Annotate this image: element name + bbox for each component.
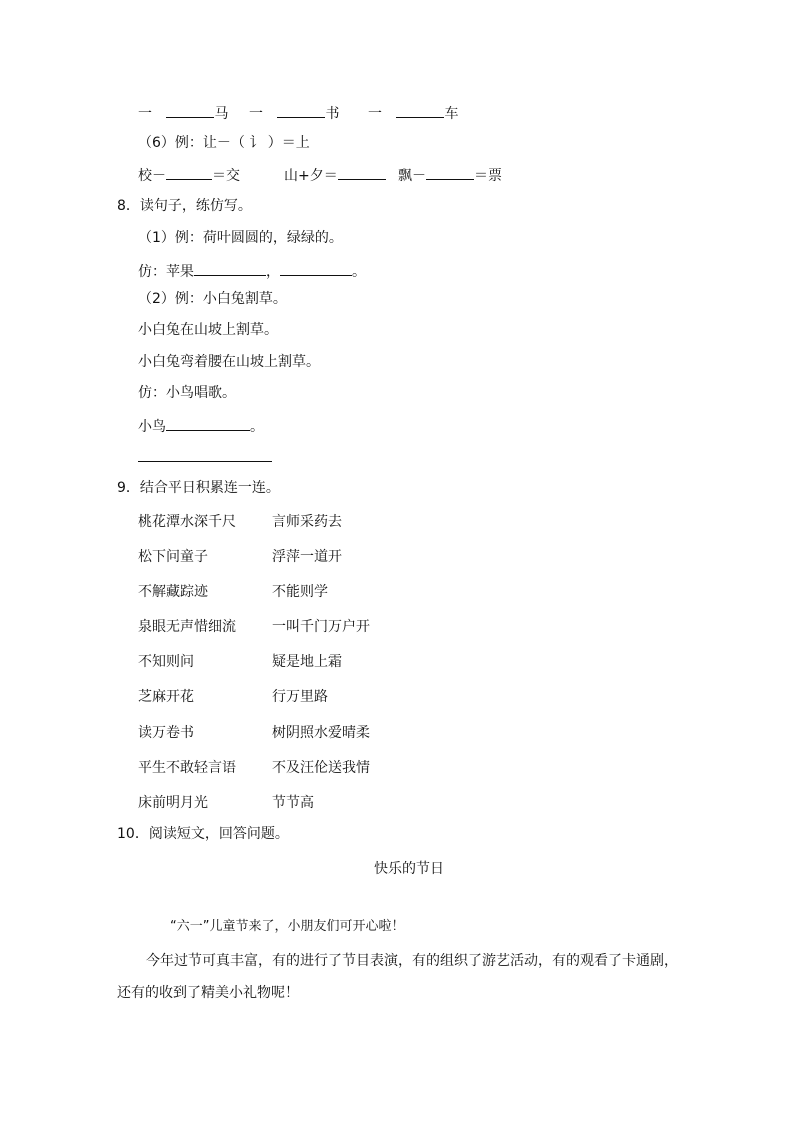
- match-left-item[interactable]: 读万卷书: [138, 725, 194, 741]
- fill-row-1: [138, 103, 228, 123]
- fill-suffix: 车: [444, 106, 459, 122]
- match-left-item[interactable]: 芝麻开花: [138, 689, 194, 705]
- fill-row-2: [249, 103, 339, 123]
- fill-prefix: 校－: [138, 168, 166, 184]
- q8-heading: 8．读句子，练仿写。: [117, 198, 252, 214]
- answer-blank[interactable]: [277, 103, 325, 118]
- period: 。: [250, 419, 264, 435]
- q8-example-2: （2）例：小白兔割草。: [138, 291, 287, 307]
- match-right-item[interactable]: 节节高: [272, 795, 314, 811]
- match-left-item[interactable]: 床前明月光: [138, 795, 208, 811]
- answer-blank[interactable]: [194, 261, 266, 276]
- answer-blank[interactable]: [396, 103, 444, 118]
- answer-blank[interactable]: [166, 103, 214, 118]
- fill-prefix: 一: [249, 106, 263, 122]
- answer-line[interactable]: [138, 461, 272, 462]
- fill-suffix: 马: [214, 106, 229, 122]
- fill-row-3: [368, 103, 458, 123]
- match-left-item[interactable]: 松下问童子: [138, 549, 208, 565]
- q6-item-3: [398, 165, 502, 185]
- match-left-item[interactable]: 不知则问: [138, 654, 194, 670]
- match-left-item[interactable]: 不解藏踪迹: [138, 584, 208, 600]
- fill-suffix: ＝交: [212, 168, 240, 184]
- q6-item-1: [138, 165, 240, 185]
- fill-suffix: ＝票: [474, 168, 502, 184]
- answer-blank[interactable]: [166, 165, 212, 180]
- q8-example-2-line-3: 小白兔弯着腰在山坡上割草。: [138, 354, 320, 370]
- answer-blank[interactable]: [166, 416, 250, 431]
- imitate-prefix: 小鸟: [138, 419, 166, 435]
- match-left-item[interactable]: 泉眼无声惜细流: [138, 619, 236, 635]
- q10-heading: 10．阅读短文，回答问题。: [117, 826, 289, 842]
- answer-blank[interactable]: [338, 165, 386, 180]
- match-right-item[interactable]: 疑是地上霜: [272, 654, 342, 670]
- fill-prefix: 一: [368, 106, 382, 122]
- match-right-item[interactable]: 不能则学: [272, 584, 328, 600]
- q8-imitate-2: 仿：小鸟唱歌。: [138, 385, 236, 401]
- period: 。: [352, 264, 366, 280]
- match-right-item[interactable]: 浮萍一道开: [272, 549, 342, 565]
- q9-heading: 9．结合平日积累连一连。: [117, 480, 280, 496]
- match-right-item[interactable]: 言师采药去: [272, 514, 342, 530]
- q6-item-2: [284, 165, 386, 185]
- passage-paragraph-2-line-2: 还有的收到了精美小礼物呢！: [117, 985, 299, 1001]
- fill-prefix: 一: [138, 106, 152, 122]
- imitate-prefix: 仿：苹果: [138, 264, 194, 280]
- answer-blank[interactable]: [280, 261, 352, 276]
- q6-example: （6）例：让－（ 讠 ）＝上: [138, 135, 310, 151]
- q8-example-1: （1）例：荷叶圆圆的，绿绿的。: [138, 230, 343, 246]
- passage-paragraph-1: “六一”儿童节来了，小朋友们可开心啦！: [170, 919, 405, 934]
- q8-imitate-1: [138, 261, 366, 281]
- fill-prefix: 山+夕＝: [284, 168, 338, 184]
- match-left-item[interactable]: 桃花潭水深千尺: [138, 514, 236, 530]
- answer-blank[interactable]: [426, 165, 474, 180]
- q8-imitate-2-answer: [138, 416, 264, 436]
- match-right-item[interactable]: 一叫千门万户开: [272, 619, 370, 635]
- fill-prefix: 飘－: [398, 168, 426, 184]
- passage-paragraph-2-line-1: 今年过节可真丰富，有的进行了节目表演，有的组织了游艺活动，有的观看了卡通剧，: [146, 953, 678, 969]
- match-right-item[interactable]: 行万里路: [272, 689, 328, 705]
- match-right-item[interactable]: 不及汪伦送我情: [272, 760, 370, 776]
- fill-suffix: 书: [325, 106, 340, 122]
- q8-example-2-line-2: 小白兔在山坡上割草。: [138, 322, 278, 338]
- match-right-item[interactable]: 树阴照水爱晴柔: [272, 725, 370, 741]
- passage-title: 快乐的节日: [374, 861, 444, 877]
- match-left-item[interactable]: 平生不敢轻言语: [138, 760, 236, 776]
- comma: ，: [266, 264, 280, 280]
